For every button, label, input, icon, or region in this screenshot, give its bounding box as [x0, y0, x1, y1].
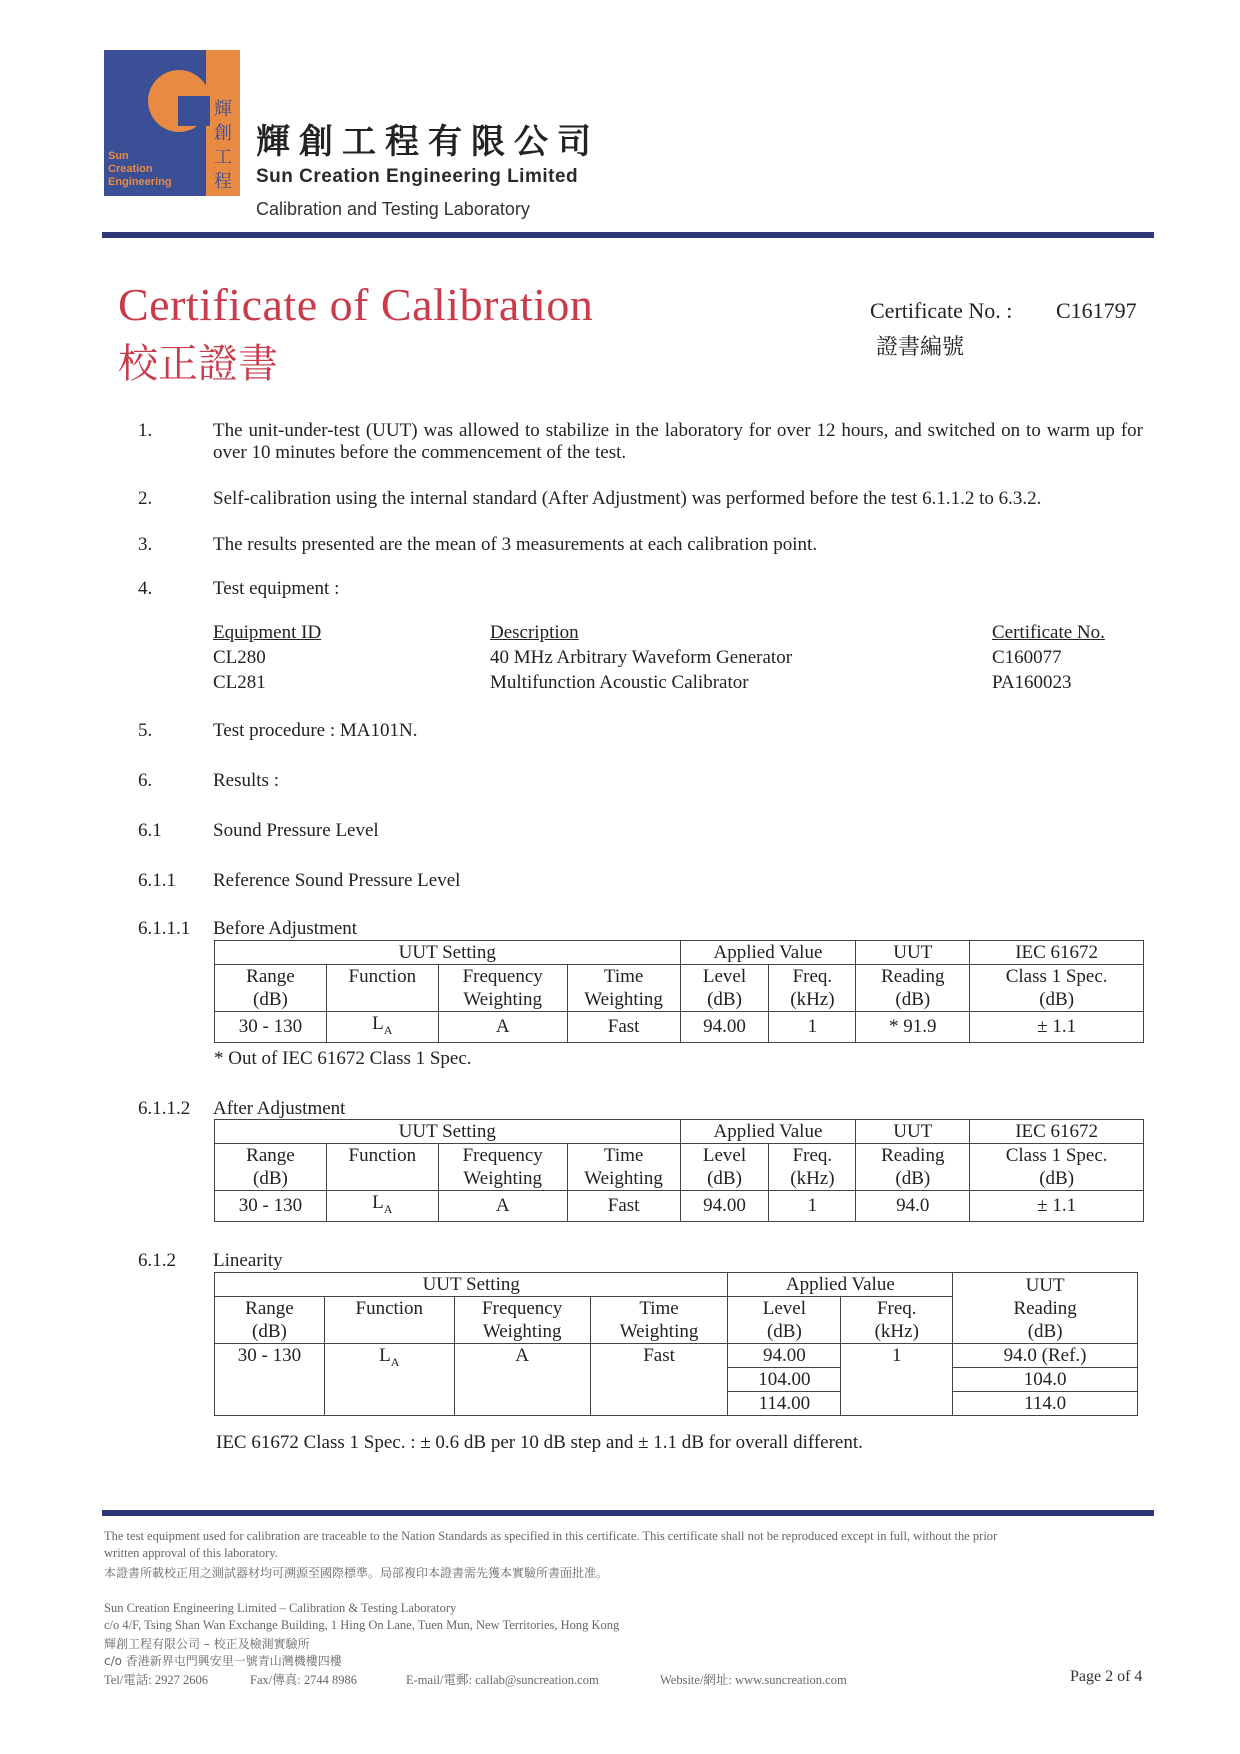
equipment-certificate: C160077	[992, 647, 1062, 668]
item-text: Test procedure : MA101N.	[213, 720, 418, 741]
email: E-mail/電郵: callab@suncreation.com	[406, 1673, 599, 1687]
function-value: $L_A$	[324, 1344, 454, 1416]
linearity-note: IEC 61672 Class 1 Spec. : ± 0.6 dB per 10 dB step and ± 1.1 dB for overall different.	[216, 1432, 863, 1453]
applied-value-header: Applied Value	[680, 1120, 856, 1144]
frequency-weighting-value: A	[438, 1012, 567, 1043]
frequency-weighting-value: A	[454, 1344, 590, 1416]
uut-header: UUT	[856, 941, 970, 965]
item-number: 6.1.2	[138, 1250, 176, 1271]
time-weighting-header: Time Weighting	[567, 965, 680, 1012]
spec-header: Class 1 Spec. (dB)	[970, 1144, 1144, 1191]
frequency-weighting-header: Frequency Weighting	[454, 1297, 590, 1344]
logo-sun-cutout	[178, 96, 210, 126]
certificate-number-value: C161797	[1056, 298, 1137, 323]
item-text: The results presented are the mean of 3 measurements at each calibration point.	[213, 534, 818, 555]
item-number: 5.	[138, 720, 153, 741]
item-text: Test equipment :	[213, 578, 340, 599]
level-header: Level (dB)	[680, 965, 769, 1012]
range-header: Range (dB)	[215, 965, 327, 1012]
item-text: Results :	[213, 770, 279, 791]
function-header: Function	[326, 965, 438, 1012]
logo-text-en: Sun Creation Engineering	[108, 150, 172, 188]
company-name-en: Sun Creation Engineering Limited	[256, 166, 579, 187]
traceability-statement: The test equipment used for calibration are traceable to the Nation Standards as specified in this certificate. This certificate shall not be reproduced except in full, without the prior written approval of this laboratory.	[104, 1529, 998, 1560]
time-weighting-value: Fast	[567, 1191, 680, 1222]
applied-value-header: Applied Value	[680, 941, 856, 965]
equipment-description-header: Description	[490, 622, 579, 643]
time-weighting-header: Time Weighting	[590, 1297, 728, 1344]
equipment-description: Multifunction Acoustic Calibrator	[490, 672, 749, 693]
certificate-number-label: Certificate No. :	[870, 298, 1013, 323]
iec-header: IEC 61672	[970, 941, 1144, 965]
item-text: Self-calibration using the internal standard (After Adjustment) was performed before the test 6.1.1.2 to 6.3.2.	[213, 488, 1042, 509]
uut-setting-header: UUT Setting	[215, 1273, 728, 1297]
uut-header: UUT	[856, 1120, 970, 1144]
item-text: Linearity	[213, 1250, 283, 1271]
equipment-id-header: Equipment ID	[213, 622, 322, 643]
freq-header: Freq. (kHz)	[841, 1297, 953, 1344]
spec-value: ± 1.1	[970, 1191, 1144, 1222]
before-adjustment-note: * Out of IEC 61672 Class 1 Spec.	[214, 1048, 472, 1069]
function-header: Function	[326, 1144, 438, 1191]
level-header: Level (dB)	[728, 1297, 841, 1344]
reading-value: 94.0	[856, 1191, 970, 1222]
freq-header: Freq. (kHz)	[769, 1144, 856, 1191]
item-number: 6.1.1.2	[138, 1098, 191, 1119]
reading-value: 114.0	[953, 1392, 1138, 1416]
header-divider	[102, 232, 1154, 238]
after-adjustment-table	[214, 1119, 1144, 1222]
reading-header: UUT Reading (dB)	[953, 1273, 1138, 1344]
traceability-statement-zh: 本證書所載校正用之測試器材均可溯源至國際標準。局部複印本證書需先獲本實驗所書面批准。	[104, 1566, 609, 1580]
time-weighting-header: Time Weighting	[567, 1144, 680, 1191]
function-header: Function	[324, 1297, 454, 1344]
item-text: The unit-under-test (UUT) was allowed to stabilize in the laboratory for over 12 hours, and switched on to warm up for over 10 minutes before the commencement of the test.	[213, 420, 1143, 463]
freq-value: 1	[841, 1344, 953, 1416]
item-number: 3.	[138, 534, 153, 555]
reading-value: 104.0	[953, 1368, 1138, 1392]
tel: Tel/電話: 2927 2606	[104, 1673, 208, 1687]
item-text: Reference Sound Pressure Level	[213, 870, 461, 891]
freq-value: 1	[769, 1191, 856, 1222]
range-header: Range (dB)	[215, 1297, 325, 1344]
time-weighting-value: Fast	[567, 1012, 680, 1043]
reading-header: Reading (dB)	[856, 965, 970, 1012]
linearity-table	[214, 1272, 1138, 1416]
before-adjustment-table	[214, 940, 1144, 1043]
item-number: 2.	[138, 488, 153, 509]
level-value: 104.00	[728, 1368, 841, 1392]
item-text: Sound Pressure Level	[213, 820, 379, 841]
spec-value: ± 1.1	[970, 1012, 1144, 1043]
uut-setting-header: UUT Setting	[215, 1120, 681, 1144]
freq-value: 1	[769, 1012, 856, 1043]
item-number: 4.	[138, 578, 153, 599]
equipment-certificate: PA160023	[992, 672, 1072, 693]
range-header: Range (dB)	[215, 1144, 327, 1191]
level-value: 94.00	[680, 1012, 769, 1043]
reading-value: 94.0 (Ref.)	[953, 1344, 1138, 1368]
item-number: 6.1.1.1	[138, 918, 191, 939]
range-value: 30 - 130	[215, 1344, 325, 1416]
equipment-description: 40 MHz Arbitrary Waveform Generator	[490, 647, 793, 668]
item-text: Before Adjustment	[213, 918, 358, 939]
freq-header: Freq. (kHz)	[769, 965, 856, 1012]
frequency-weighting-header: Frequency Weighting	[438, 1144, 567, 1191]
lab-address-zh: 輝創工程有限公司 – 校正及檢測實驗所 c/o 香港新界屯門興安里一號青山灣機樓四樓	[104, 1637, 342, 1668]
equipment-id: CL281	[213, 672, 266, 693]
footer-divider	[102, 1510, 1154, 1516]
range-value: 30 - 130	[215, 1191, 327, 1222]
reading-value: * 91.9	[856, 1012, 970, 1043]
certificate-title-zh: 校正證書	[118, 341, 278, 387]
item-number: 6.	[138, 770, 153, 791]
iec-header: IEC 61672	[970, 1120, 1144, 1144]
level-value: 94.00	[728, 1344, 841, 1368]
range-value: 30 - 130	[215, 1012, 327, 1043]
item-number: 6.1	[138, 820, 162, 841]
applied-value-header: Applied Value	[728, 1273, 953, 1297]
spec-header: Class 1 Spec. (dB)	[970, 965, 1144, 1012]
logo-text-zh: 輝 創 工 程	[214, 99, 232, 192]
equipment-certificate-header: Certificate No.	[992, 622, 1105, 643]
lab-name: Calibration and Testing Laboratory	[256, 199, 530, 219]
level-value: 114.00	[728, 1392, 841, 1416]
item-number: 1.	[138, 420, 153, 441]
item-text: After Adjustment	[213, 1098, 346, 1119]
time-weighting-value: Fast	[590, 1344, 728, 1416]
frequency-weighting-header: Frequency Weighting	[438, 965, 567, 1012]
certificate-title-en: Certificate of Calibration	[118, 279, 594, 330]
company-name-zh: 輝創工程有限公司	[256, 122, 600, 162]
fax: Fax/傳真: 2744 8986	[250, 1673, 357, 1687]
equipment-id: CL280	[213, 647, 266, 668]
level-header: Level (dB)	[680, 1144, 769, 1191]
website: Website/網址: www.suncreation.com	[660, 1673, 847, 1687]
lab-address: Sun Creation Engineering Limited – Calibration & Testing Laboratory c/o 4/F, Tsing Shan Wan Exchange Building, 1 Hing On Lane, Tuen Mun, New Territories, Hong Kong	[104, 1601, 620, 1632]
function-value: $L_A$	[326, 1012, 438, 1043]
reading-header: Reading (dB)	[856, 1144, 970, 1191]
page-number: Page 2 of 4	[1070, 1668, 1143, 1685]
level-value: 94.00	[680, 1191, 769, 1222]
function-value: $L_A$	[326, 1191, 438, 1222]
item-number: 6.1.1	[138, 870, 176, 891]
frequency-weighting-value: A	[438, 1191, 567, 1222]
certificate-number-label-zh: 證書編號	[876, 335, 965, 360]
uut-setting-header: UUT Setting	[215, 941, 681, 965]
